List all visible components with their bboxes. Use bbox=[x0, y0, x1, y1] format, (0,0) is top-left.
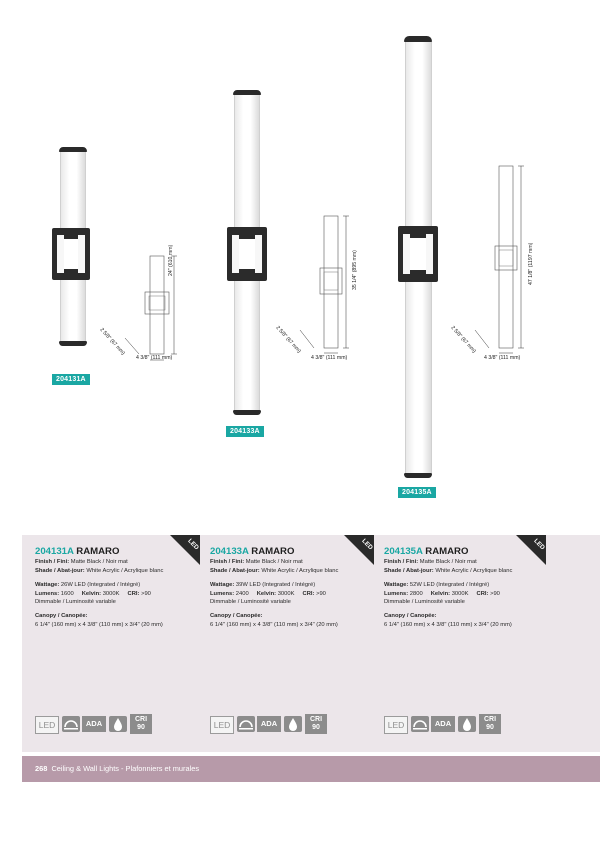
damp-location-icon bbox=[458, 716, 476, 732]
dim-width-204135a: 4 3/8" (111 mm) bbox=[484, 355, 521, 361]
product-title: 204133A RAMARO bbox=[210, 546, 295, 557]
dimmer-icon bbox=[62, 716, 80, 732]
page-number: 268 bbox=[35, 764, 48, 773]
dimension-drawing-204131a bbox=[95, 250, 195, 370]
dimmer-icon bbox=[237, 716, 255, 732]
led-corner-badge: LED bbox=[344, 535, 374, 565]
spec-column-204131a: 204131A RAMARO Finish / Fini: Matte Black / Noir mat Shade / Abat-jour: White Acrylic / Acrylique blanc Wattage: 26W LED (Integrated / Intégré) Lumens: 1600 Kelvin: 3000K CRI: >90 Dimmable / Luminosité variable Canopy / Canopée: 6 1/4" (160 mm) x 4 3/8" (110 mm) x 3/4" (20 mm) bbox=[35, 546, 205, 628]
cri-icon: CRI 90 bbox=[305, 714, 327, 734]
spec-column-204135a: 204135A RAMARO Finish / Fini: Matte Black / Noir mat Shade / Abat-jour: White Acrylic / Acrylique blanc Wattage: 52W LED (Integrated / Intégré) Lumens: 2800 Kelvin: 3000K CRI: >90 Dimmable / Luminosité variable Canopy / Canopée: 6 1/4" (160 mm) x 4 3/8" (110 mm) x 3/4" (20 mm) bbox=[384, 546, 554, 628]
product-title: 204131A RAMARO bbox=[35, 546, 120, 557]
led-icon: LED bbox=[210, 716, 234, 734]
dim-height-204135a: 47 1/8" (1197 mm) bbox=[528, 242, 534, 285]
dimension-drawing-204135a bbox=[455, 160, 555, 370]
section-title: Ceiling & Wall Lights - Plafonniers et murales bbox=[51, 764, 200, 773]
sku-tag-204135a: 204135A bbox=[398, 487, 436, 498]
footer-text bbox=[35, 764, 199, 773]
dim-height-204131a: 24" (610 mm) bbox=[168, 244, 174, 276]
damp-location-icon bbox=[284, 716, 302, 732]
sku-tag-204133a: 204133A bbox=[226, 426, 264, 437]
dim-depth-204135a: 2 5/8" (67 mm) bbox=[449, 325, 477, 355]
ada-icon: ADA bbox=[431, 716, 455, 732]
dim-depth-204133a: 2 5/8" (67 mm) bbox=[274, 325, 302, 355]
dim-height-204133a: 35 1/4" (895 mm) bbox=[352, 250, 358, 290]
dim-width-204133a: 4 3/8" (111 mm) bbox=[311, 355, 348, 361]
damp-location-icon bbox=[109, 716, 127, 732]
cri-icon: CRI 90 bbox=[479, 714, 501, 734]
led-corner-badge: LED bbox=[516, 535, 546, 565]
led-corner-badge: LED bbox=[170, 535, 200, 565]
led-icon: LED bbox=[35, 716, 59, 734]
dimmer-icon bbox=[411, 716, 429, 732]
cri-icon: CRI 90 bbox=[130, 714, 152, 734]
ada-icon: ADA bbox=[257, 716, 281, 732]
spec-column-204133a: 204133A RAMARO Finish / Fini: Matte Black / Noir mat Shade / Abat-jour: White Acrylic / Acrylique blanc Wattage: 39W LED (Integrated / Intégré) Lumens: 2400 Kelvin: 3000K CRI: >90 Dimmable / Luminosité variable Canopy / Canopée: 6 1/4" (160 mm) x 4 3/8" (110 mm) x 3/4" (20 mm) bbox=[210, 546, 380, 628]
dim-width-204131a: 4 3/8" (111 mm) bbox=[136, 355, 173, 361]
product-title: 204135A RAMARO bbox=[384, 546, 469, 557]
led-icon: LED bbox=[384, 716, 408, 734]
sku-tag-204131a: 204131A bbox=[52, 374, 90, 385]
ada-icon: ADA bbox=[82, 716, 106, 732]
dim-depth-204131a: 2 5/8" (67 mm) bbox=[98, 327, 126, 357]
